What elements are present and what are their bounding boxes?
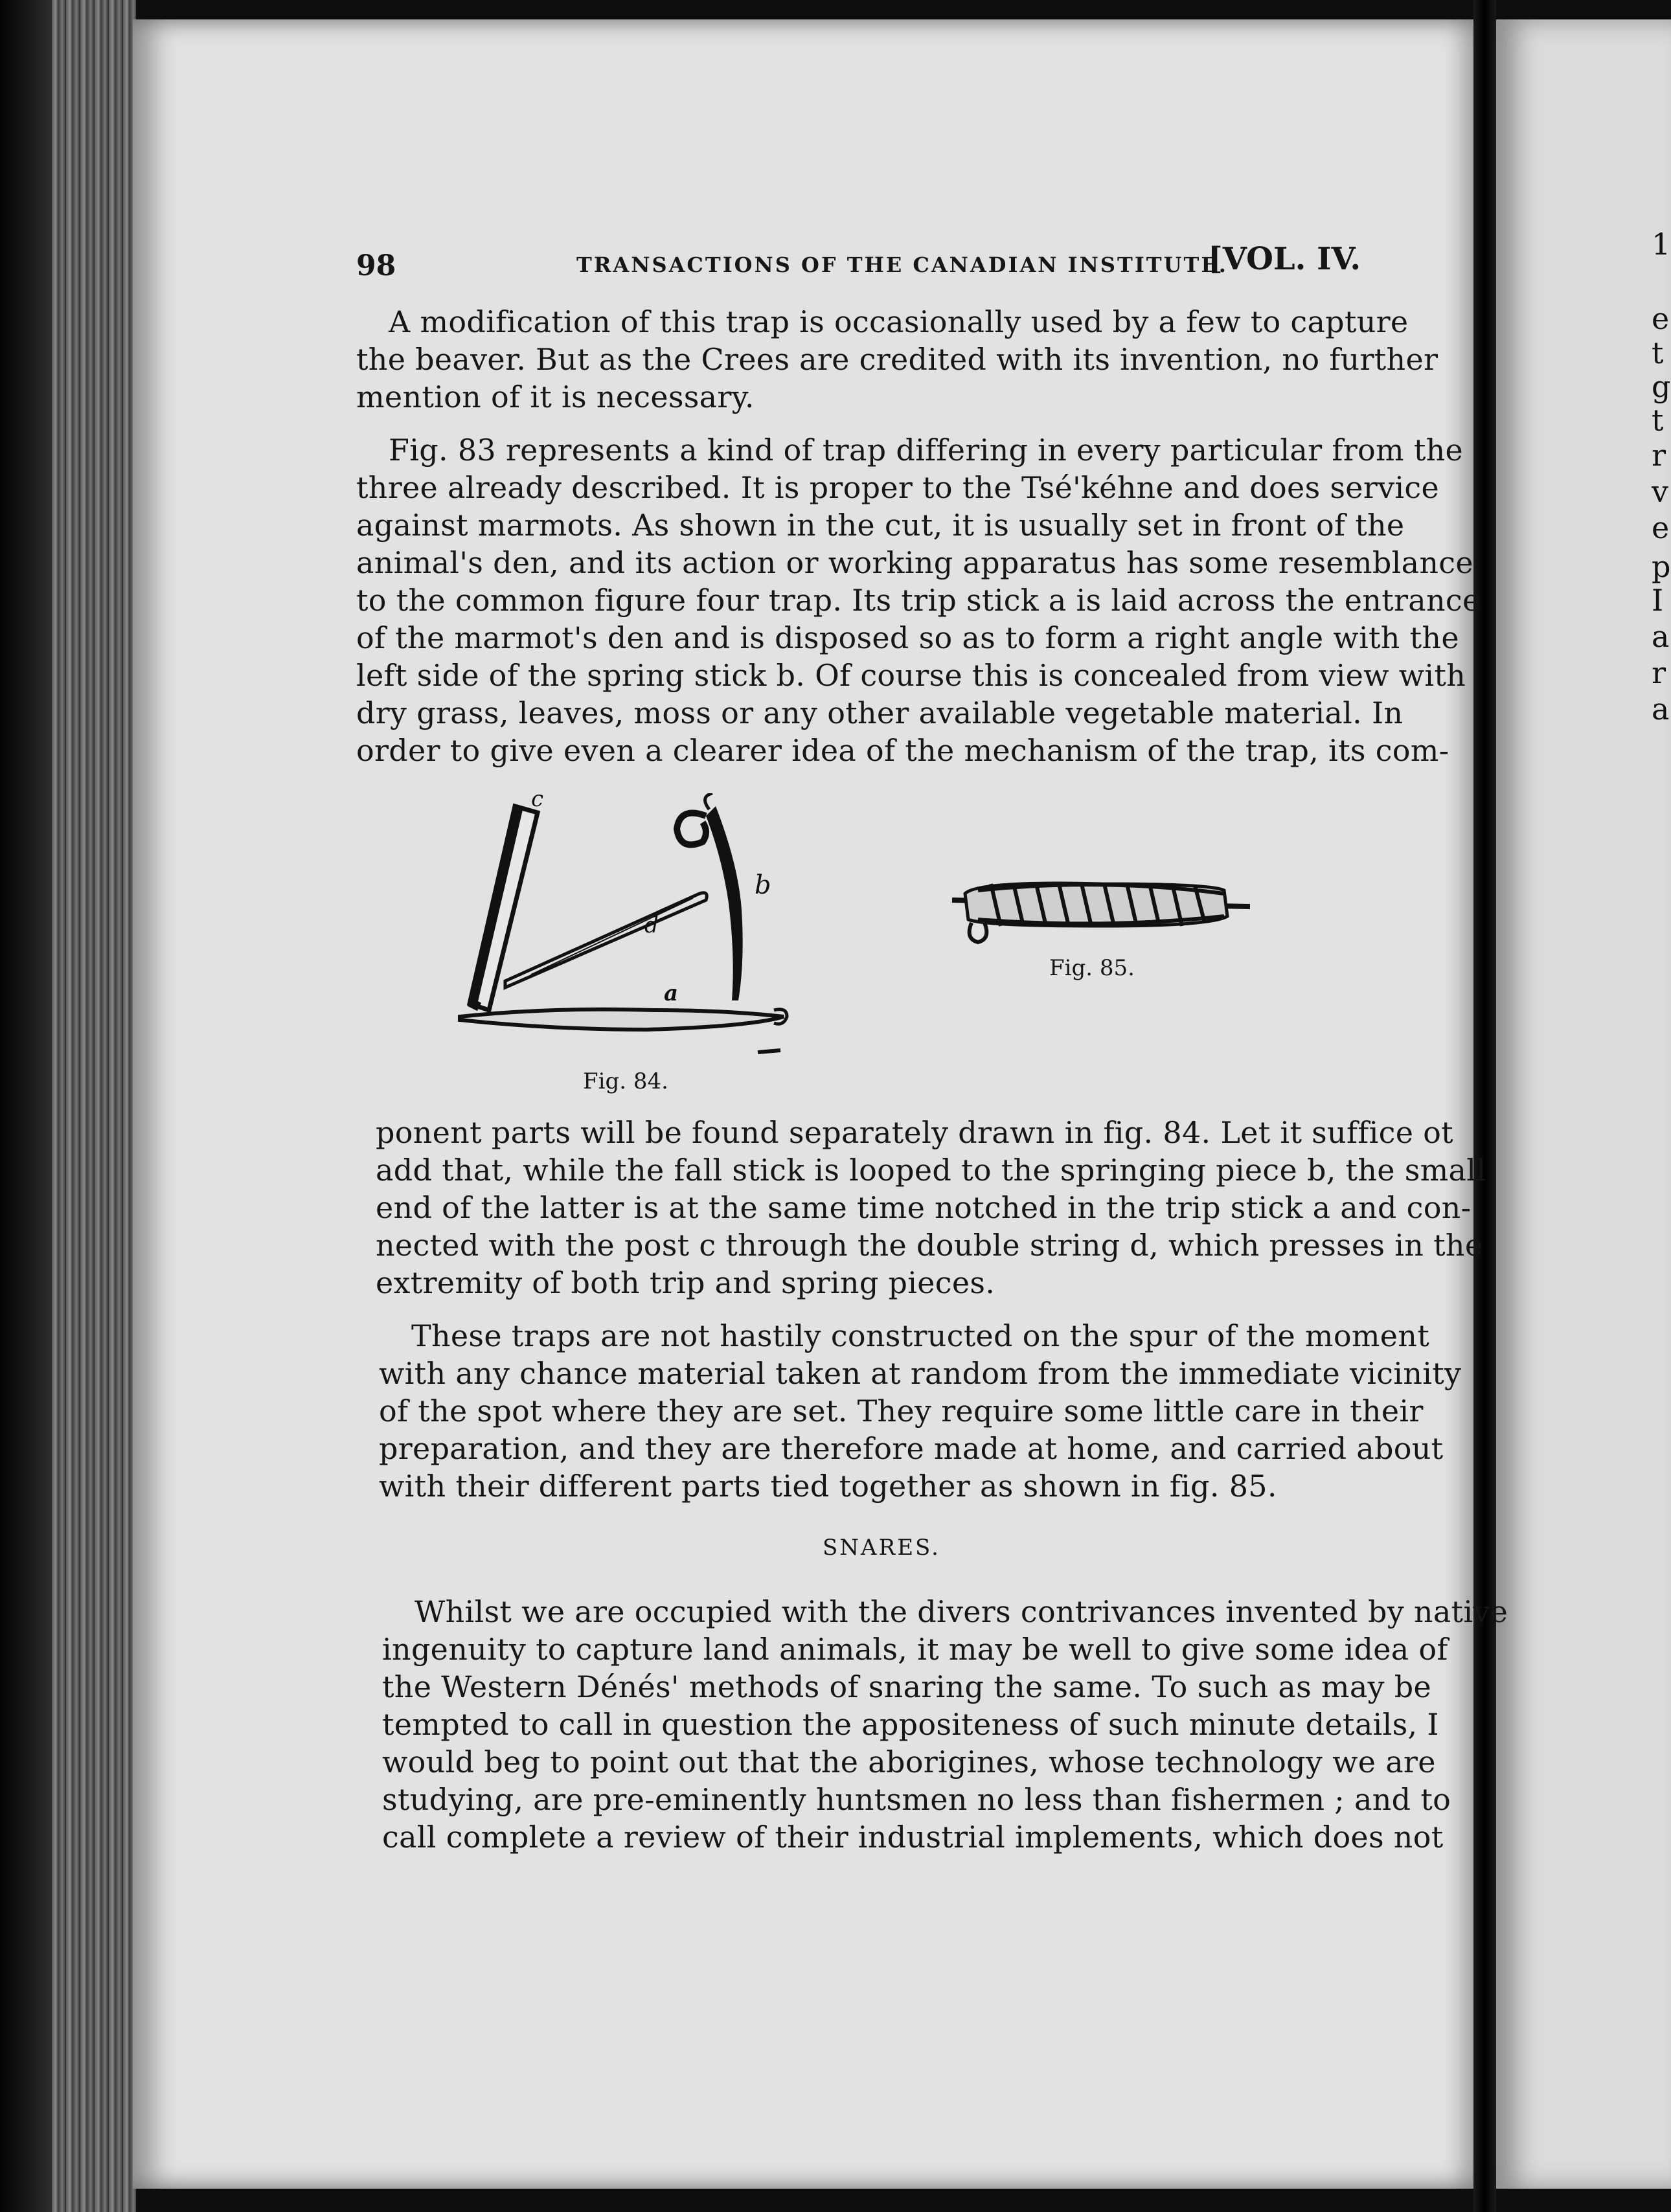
book-gutter	[1473, 0, 1496, 2212]
figure-85-caption: Fig. 85.	[1049, 955, 1135, 981]
spring-stick-b-drawing	[706, 806, 743, 1000]
paragraph-5-line-1: Whilst we are occupied with the divers contrivances invented by native	[415, 1594, 1508, 1629]
paragraph-5-line-2: ingenuity to capture land animals, it may be well to give some idea of	[382, 1632, 1448, 1667]
paragraph-3-line-4: nected with the post c through the double string d, which presses in the	[376, 1228, 1483, 1263]
paragraph-5-line-6: studying, are pre-eminently huntsmen no less than fishermen ; and to	[382, 1782, 1451, 1817]
paragraph-2-line-6: of the marmot's den and is disposed so as to form a right angle with the	[356, 620, 1459, 655]
fig84-label-b: b	[755, 870, 771, 900]
facing-page-char: a	[1652, 619, 1670, 654]
facing-page-char: r	[1652, 655, 1666, 690]
paragraph-4-line-4: preparation, and they are therefore made at home, and carried about	[379, 1431, 1444, 1466]
string-d-drawing	[505, 893, 707, 988]
facing-page-char: r	[1652, 438, 1666, 473]
facing-page-fragment	[1496, 19, 1671, 2189]
facing-page-char: g	[1652, 369, 1671, 404]
figure-84-caption: Fig. 84.	[583, 1068, 668, 1094]
paragraph-2-line-8: dry grass, leaves, moss or any other available vegetable material. In	[356, 695, 1404, 730]
paragraph-4-line-1: These traps are not hastily constructed on the spur of the moment	[411, 1318, 1429, 1353]
paragraph-2-line-9: order to give even a clearer idea of the mechanism of the trap, its com-	[356, 733, 1449, 768]
figure-85-bundled-trap	[939, 855, 1263, 958]
paragraph-2-line-2: three already described. It is proper to the Tsé'kéhne and does service	[356, 470, 1439, 505]
volume-label: [VOL. IV.	[1208, 241, 1361, 277]
paragraph-5-line-3: the Western Dénés' methods of snaring the same. To such as may be	[382, 1669, 1432, 1704]
facing-page-char: t	[1652, 335, 1664, 370]
facing-page-char: e	[1652, 510, 1670, 545]
page-number: 98	[356, 249, 396, 282]
facing-page-char: a	[1652, 692, 1670, 727]
paragraph-2-line-1: Fig. 83 represents a kind of trap differing in every particular from the	[389, 433, 1464, 468]
book-edge-dark	[0, 0, 52, 2212]
trip-stick-a-drawing	[460, 1010, 784, 1030]
figure-84-trap-parts	[453, 793, 803, 1078]
paragraph-1-line-2: the beaver. But as the Crees are credited with its invention, no further	[356, 342, 1438, 377]
paragraph-3-line-5: extremity of both trip and spring pieces.	[376, 1265, 995, 1300]
paragraph-2-line-7: left side of the spring stick b. Of course this is concealed from view with	[356, 658, 1466, 693]
running-title: TRANSACTIONS OF THE CANADIAN INSTITUTE.	[576, 253, 1228, 277]
paragraph-3-line-2: add that, while the fall stick is looped to the springing piece b, the small	[376, 1153, 1486, 1188]
fig84-label-a: a	[664, 980, 679, 1006]
paragraph-5-line-5: would beg to point out that the aborigines, whose technology we are	[382, 1744, 1436, 1779]
paragraph-2-line-4: animal's den, and its action or working apparatus has some resemblance	[356, 545, 1473, 580]
paragraph-4-line-3: of the spot where they are set. They require some little care in their	[379, 1394, 1424, 1428]
facing-page-char: t	[1652, 403, 1664, 438]
paragraph-3-line-3: end of the latter is at the same time notched in the trip stick a and con-	[376, 1190, 1472, 1225]
spring-loop-drawing	[677, 813, 706, 845]
paragraph-4-line-2: with any chance material taken at random from the immediate vicinity	[379, 1356, 1462, 1391]
book-page-edges	[52, 0, 136, 2212]
paragraph-3-line-1: ponent parts will be found separately drawn in fig. 84. Let it suffice ot	[376, 1115, 1453, 1150]
paragraph-5-line-4: tempted to call in question the appositeness of such minute details, I	[382, 1707, 1439, 1742]
facing-page-char: v	[1652, 474, 1668, 509]
paragraph-2-line-5: to the common figure four trap. Its trip stick a is laid across the entrance	[356, 583, 1481, 618]
fig84-label-d: d	[644, 912, 659, 938]
facing-page-char: 1	[1652, 227, 1671, 262]
facing-page-char: p	[1652, 549, 1671, 584]
paragraph-5-line-7: call complete a review of their industrial implements, which does not	[382, 1820, 1444, 1855]
paragraph-4-line-5: with their different parts tied together as shown in fig. 85.	[379, 1469, 1277, 1504]
paragraph-1-line-3: mention of it is necessary.	[356, 379, 755, 414]
facing-page-char: I	[1652, 583, 1664, 618]
paragraph-2-line-3: against marmots. As shown in the cut, it is usually set in front of the	[356, 508, 1405, 543]
paragraph-1-line-1: A modification of this trap is occasionally used by a few to capture	[389, 304, 1409, 339]
section-heading-snares: SNARES.	[823, 1535, 940, 1561]
fig84-label-c: c	[531, 793, 544, 812]
facing-page-char: e	[1652, 301, 1670, 336]
